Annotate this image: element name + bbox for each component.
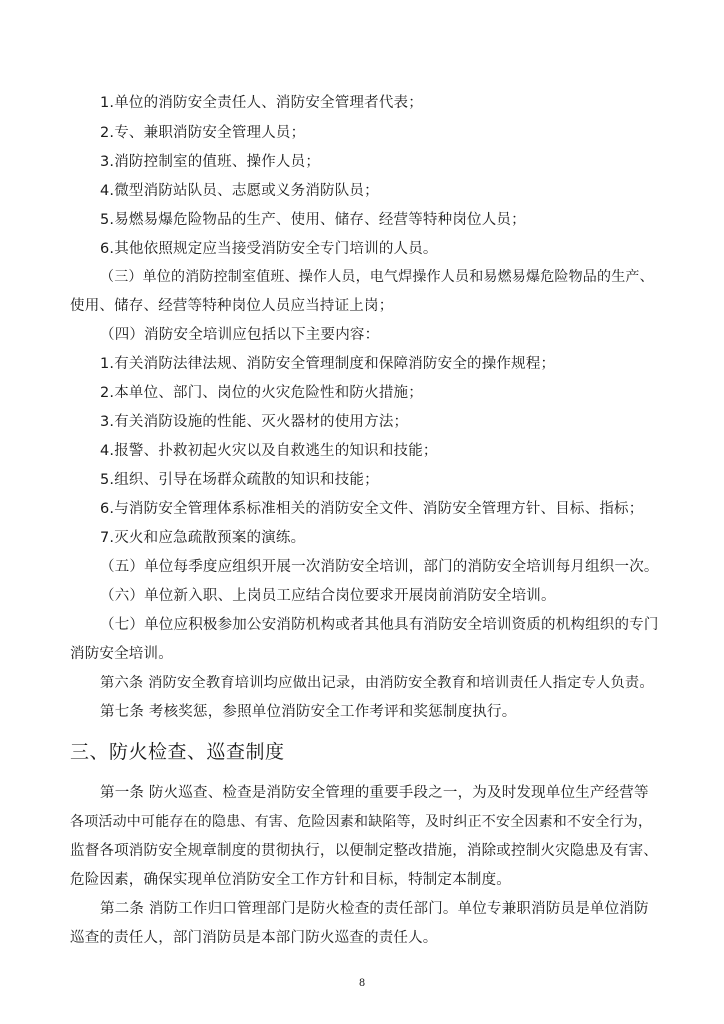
paragraph-line: 各项活动中可能存在的隐患、有害、危险因素和缺陷等，及时纠正不安全因素和不安全行为， <box>70 814 653 830</box>
list-item: 2.专、兼职消防安全管理人员； <box>100 125 306 141</box>
paragraph-line: （五）单位每季度应组织开展一次消防安全培训，部门的消防安全培训每月组织一次。 <box>100 559 659 575</box>
paragraph-line: 消防安全培训。 <box>70 646 173 662</box>
paragraph-line: 第七条 考核奖惩，参照单位消防安全工作考评和奖惩制度执行。 <box>100 704 517 720</box>
list-item: 4.报警、扑救初起火灾以及自救逃生的知识和技能； <box>100 443 438 459</box>
list-item: 6.其他依照规定应当接受消防安全专门培训的人员。 <box>100 241 438 257</box>
paragraph-line: 危险因素，确保实现单位消防安全工作方针和目标，特制定本制度。 <box>70 872 511 888</box>
list-item: 4.微型消防站队员、志愿或义务消防队员； <box>100 183 379 199</box>
paragraph-line: 使用、储存、经营等特种岗位人员应当持证上岗； <box>70 298 394 314</box>
list-item: 6.与消防安全管理体系标准相关的消防安全文件、消防安全管理方针、目标、指标； <box>100 501 644 517</box>
paragraph-line: 第一条 防火巡查、检查是消防安全管理的重要手段之一，为及时发现单位生产经营等 <box>100 785 649 801</box>
paragraph-line: 巡查的责任人，部门消防员是本部门防火巡查的责任人。 <box>70 930 438 946</box>
paragraph-line: （七）单位应积极参加公安消防机构或者其他具有消防安全培训资质的机构组织的专门 <box>100 617 659 633</box>
list-item: 1.有关消防法律法规、消防安全管理制度和保障消防安全的操作规程； <box>100 356 556 372</box>
paragraph-line: （三）单位的消防控制室值班、操作人员，电气焊操作人员和易燃易爆危险物品的生产、 <box>100 269 654 285</box>
page-number: 8 <box>358 978 366 989</box>
section-heading: 三、防火检查、巡查制度 <box>70 741 285 763</box>
paragraph-line: 第六条 消防安全教育培训均应做出记录，由消防安全教育和培训责任人指定专人负责。 <box>100 675 654 691</box>
list-item: 5.组织、引导在场群众疏散的知识和技能； <box>100 472 379 488</box>
list-item: 2.本单位、部门、岗位的火灾危险性和防火措施； <box>100 385 423 401</box>
paragraph-line: 监督各项消防安全规章制度的贯彻执行，以便制定整改措施，消除或控制火灾隐患及有害、 <box>70 843 658 859</box>
list-item: 7.灭火和应急疏散预案的演练。 <box>100 530 306 546</box>
paragraph-line: （四）消防安全培训应包括以下主要内容： <box>100 327 380 343</box>
list-item: 3.有关消防设施的性能、灭火器材的使用方法； <box>100 414 409 430</box>
list-item: 1.单位的消防安全责任人、消防安全管理者代表； <box>100 95 423 111</box>
paragraph-line: 第二条 消防工作归口管理部门是防火检查的责任部门。单位专兼职消防员是单位消防 <box>100 901 649 917</box>
list-item: 3.消防控制室的值班、操作人员； <box>100 154 321 170</box>
paragraph-line: （六）单位新入职、上岗员工应结合岗位要求开展岗前消防安全培训。 <box>100 588 556 604</box>
list-item: 5.易燃易爆危险物品的生产、使用、储存、经营等特种岗位人员； <box>100 212 526 228</box>
